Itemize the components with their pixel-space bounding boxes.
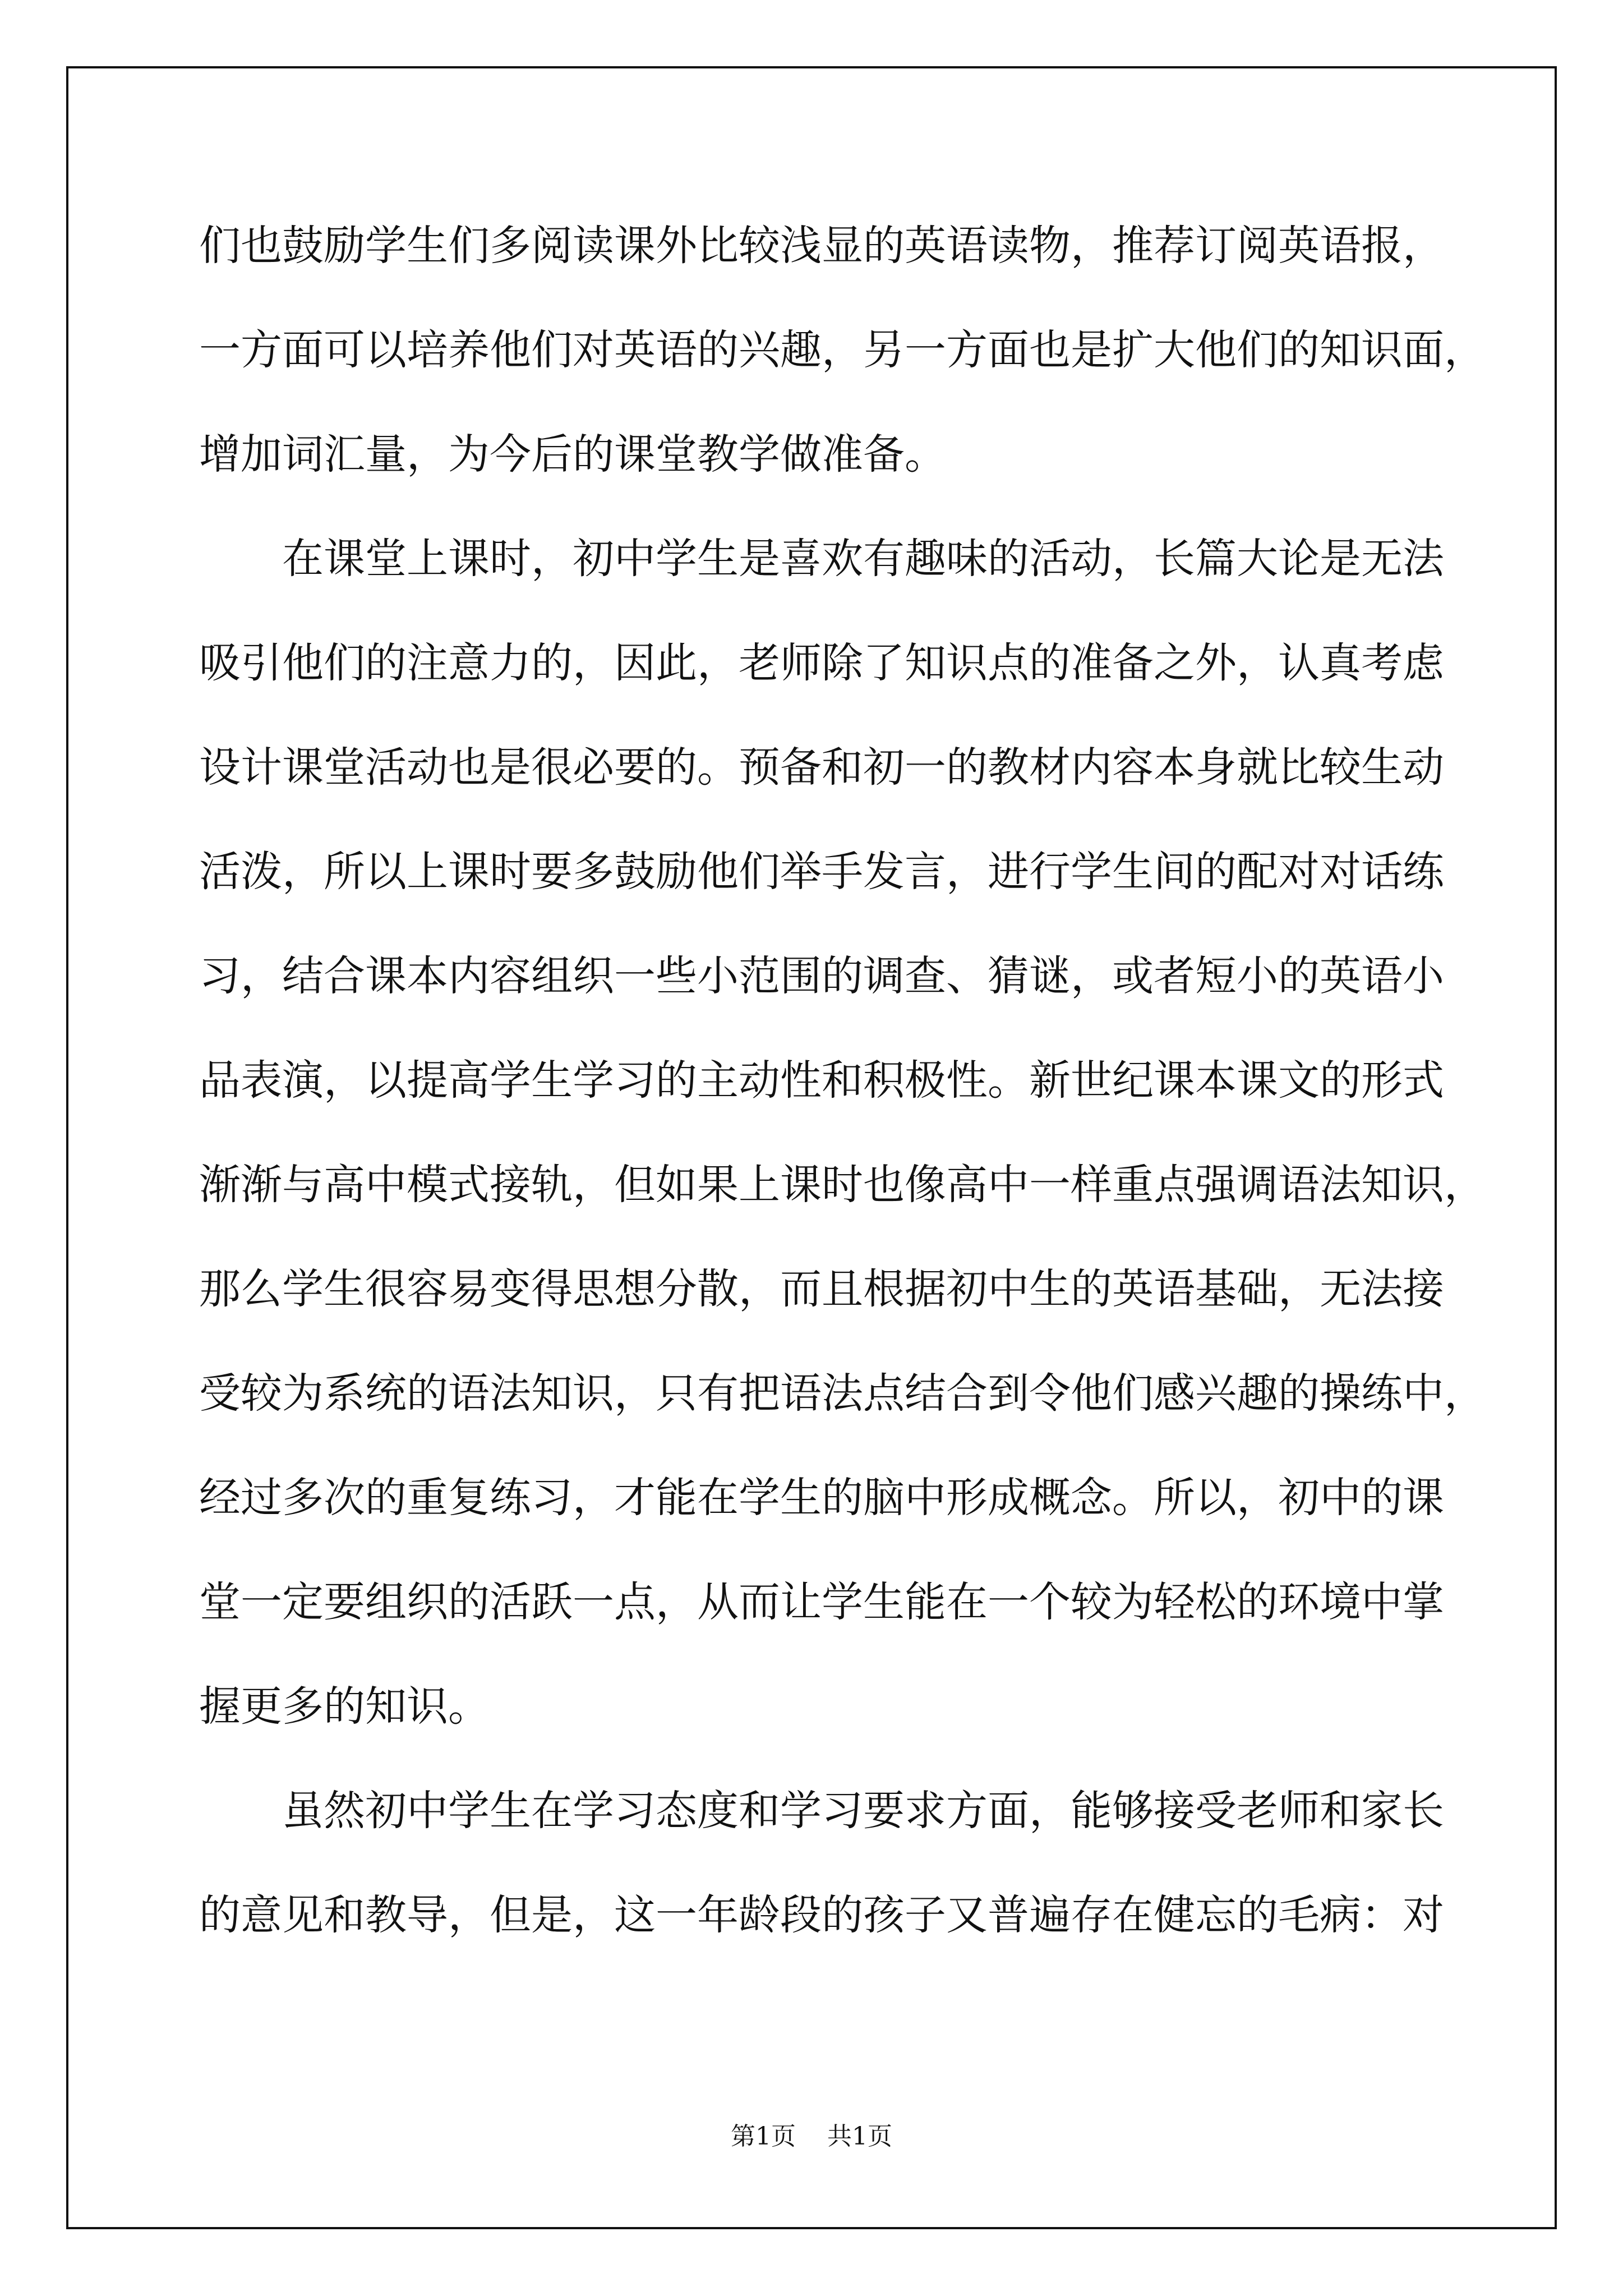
page-total: 共1页 [827,2122,892,2151]
text-line: 虽然初中学生在学习态度和学习要求方面，能够接受老师和家长 [282,1787,1444,1835]
text-line: 品表演，以提高学生学习的主动性和积极性。新世纪课本课文的形式 [199,1056,1444,1105]
text-line: 堂一定要组织的活跃一点，从而让学生能在一个较为轻松的环境中掌 [199,1578,1444,1626]
text-line: 吸引他们的注意力的，因此，老师除了知识点的准备之外，认真考虑 [199,639,1444,687]
text-line: 在课堂上课时，初中学生是喜欢有趣味的活动，长篇大论是无法 [282,535,1444,583]
text-line: 的意见和教导，但是，这一年龄段的孩子又普遍存在健忘的毛病：对 [199,1891,1444,1939]
text-line: 习，结合课本内容组织一些小范围的调查、猜谜，或者短小的英语小 [199,952,1444,1000]
text-line: 们也鼓励学生们多阅读课外比较浅显的英语读物，推荐订阅英语报， [199,222,1444,270]
text-line: 一方面可以培养他们对英语的兴趣，另一方面也是扩大他们的知识面， [199,326,1486,374]
text-line: 受较为系统的语法知识，只有把语法点结合到令他们感兴趣的操练中， [199,1369,1486,1418]
text-line: 那么学生很容易变得思想分散，而且根据初中生的英语基础，无法接 [199,1265,1444,1313]
page-footer [0,2116,1623,2152]
page-number: 第1页 [731,2122,796,2151]
text-line: 增加词汇量，为今后的课堂教学做准备。 [199,430,946,478]
text-line: 设计课堂活动也是很必要的。预备和初一的教材内容本身就比较生动 [199,743,1444,792]
text-line: 活泼，所以上课时要多鼓励他们举手发言，进行学生间的配对对话练 [199,848,1444,896]
text-line: 握更多的知识。 [199,1682,490,1731]
text-line: 经过多次的重复练习，才能在学生的脑中形成概念。所以，初中的课 [199,1474,1444,1522]
document-body [199,194,1486,1967]
text-line: 渐渐与高中模式接轨，但如果上课时也像高中一样重点强调语法知识， [199,1161,1486,1209]
